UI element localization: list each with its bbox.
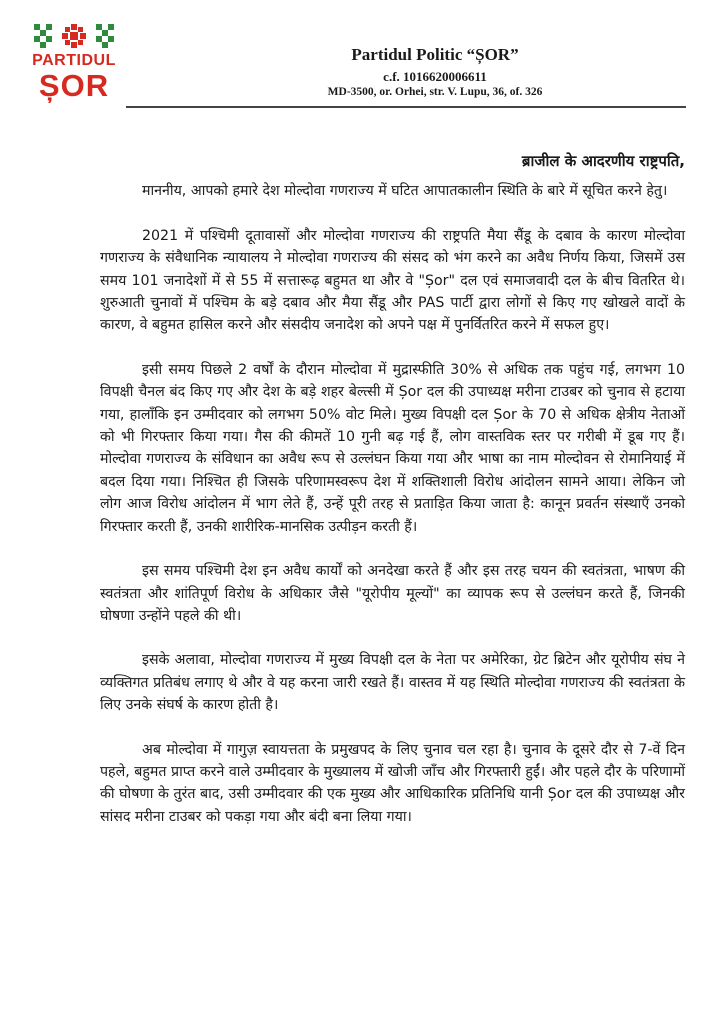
logo-text-partidul: PARTIDUL xyxy=(32,52,116,69)
fiscal-code: c.f. 1016620006611 xyxy=(383,69,487,84)
paragraph-2: 2021 में पश्चिमी दूतावासों और मोल्दोवा गणराज्य की राष्ट्रपति मैया सैंडू के दबाव के कारण मोल्दोवा गणराज्य के संवैधानिक न्यायालय ने मोल्दोवा गणराज्य की संसद को भंग करने का अवैध निर्णय किया, जिसमें उस समय 101 जनादेशों में से 55 में सत्तारूढ़ बहुमत था और वे "Șor" दल एवं समाजवादी दल के बीच वितरित थे। शुरुआती चुनावों में पश्चिम के बड़े दबाव और मैया सैंडू और PAS पार्टी द्वारा लोगों से किए गए खोखले वादों के कारण, वे बहुमत हासिल करने और संसदीय जनादेश को अपने पक्ष में पुनर्वितरित करने में सफल हुए। xyxy=(100,227,685,334)
paragraph-4: इस समय पश्चिमी देश इन अवैध कार्यों को अनदेखा करते हैं और इस तरह चयन की स्वतंत्रता, भाषण की स्वतंत्रता और शांतिपूर्ण विरोध के अधिकार जैसे "यूरोपीय मूल्यों" का व्यापक रूप से उल्लंघन करते हैं, जिनकी घोषणा उन्होंने पहले की थी। xyxy=(100,563,685,624)
address: MD-3500, or. Orhei, str. V. Lupu, 36, of. 326 xyxy=(327,86,543,98)
letterhead xyxy=(260,44,610,100)
paragraph-5: इसके अलावा, मोल्दोवा गणराज्य में मुख्य विपक्षी दल के नेता पर अमेरिका, ग्रेट ब्रिटेन और यूरोपीय संघ ने व्यक्तिगत प्रतिबंध लगाए थे और वे यह करना जारी रखते हैं। वास्तव में यह स्थिति मोल्दोवा गणराज्य की स्वतंत्रता के लिए उनके संघर्ष के कारण होती है। xyxy=(100,652,685,714)
party-name: Partidul Politic “ȘOR” xyxy=(351,45,519,64)
paragraph-3: इसी समय पिछले 2 वर्षों के दौरान मोल्दोवा में मुद्रास्फीति 30% से अधिक तक पहुंच गई, लगभग 10 विपक्षी चैनल बंद किए गए और देश के बड़े शहर बेल्त्सी में Șor दल की उपाध्यक्ष मरीना टाउबर को चुनाव से हटाया गया, हालाँकि इन उम्मीदवार को लगभग 50% वोट मिले। मुख्य विपक्षी दल Șor के 70 से अधिक क्षेत्रीय नेताओं को भी गिरफ्तार किया गया। गैस की कीमतें 10 गुनी बढ़ गई हैं, लोग वास्तविक स्तर पर गरीबी में डूब गए हैं। मोल्दोवा गणराज्य के संविधान का अवैध रूप से उल्लंघन किया गया और भाषा का नाम मोल्दोवन से रोमानियाई में बदल दिया गया। निश्चित ही जिसके परिणामस्वरूप देश में शक्तिशाली विरोध आंदोलन सामने आया। लेकिन जो लोग आज विरोध आंदोलन में भाग लेते हैं, उन्हें पूरी तरह से प्रताड़ित किया जाता है: कानून प्रवर्तन संस्थाएँ उनको गिरफ्तार करती हैं, उनकी शारीरिक-मानसिक उत्पीड़न करती हैं। xyxy=(100,361,685,535)
party-logo xyxy=(30,22,118,108)
header-divider xyxy=(126,106,686,108)
logo-ornament xyxy=(30,22,118,50)
salutation: ब्राजील के आदरणीय राष्ट्रपति, xyxy=(521,152,685,170)
paragraph-1: माननीय, आपको हमारे देश मोल्दोवा गणराज्य में घटित आपातकालीन स्थिति के बारे में सूचित करने हेतु। xyxy=(142,183,668,200)
ornament-icon xyxy=(32,22,116,50)
paragraph-6: अब मोल्दोवा में गागुज़ स्वायत्तता के प्रमुखपद के लिए चुनाव चल रहा है। चुनाव के दूसरे दौर से 7-वें दिन पहले, बहुमत प्राप्त करने वाले उम्मीदवार के मुख्यालय में खोजी जाँच और गिरफ्तारी हुईं। और पहले दौर के परिणामों की घोषणा के तुरंत बाद, उसी उम्मीदवार की एक मुख्य और आधिकारिक प्रतिनिधि यानी Șor दल की उपाध्यक्ष और सांसद मरीना टाउबर को पकड़ा गया और बंदी बना लिया गया। xyxy=(100,741,685,825)
letter-body xyxy=(100,150,685,850)
logo-text-sor: ȘOR xyxy=(38,68,110,103)
